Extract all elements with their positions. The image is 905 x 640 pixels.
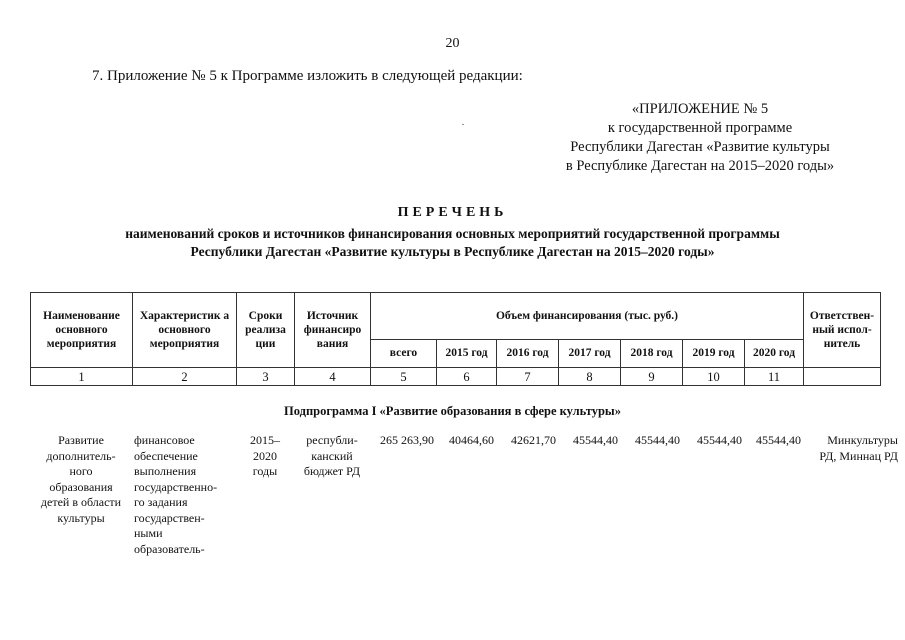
column-number: 8 <box>559 368 621 386</box>
scan-speck <box>462 124 464 125</box>
header-name: Наименование основного мероприятия <box>31 293 133 368</box>
header-2018: 2018 год <box>621 339 683 367</box>
column-number: 1 <box>31 368 133 386</box>
cell-2020: 45544,40 <box>756 433 801 447</box>
header-source: Источник финансиро вания <box>295 293 371 368</box>
table-row <box>30 433 900 557</box>
appendix-line-4: в Республике Дагестан на 2015–2020 годы» <box>565 158 835 174</box>
header-2017: 2017 год <box>559 339 621 367</box>
cell-description <box>132 433 236 557</box>
intro-paragraph: 7. Приложение № 5 к Программе изложить в следующей редакции: <box>92 68 523 84</box>
header-table <box>30 292 881 386</box>
appendix-line-1: «ПРИЛОЖЕНИЕ № 5 <box>631 101 769 117</box>
column-number: 10 <box>683 368 745 386</box>
document-heading: ПЕРЕЧЕНЬ <box>397 205 508 220</box>
header-2019: 2019 год <box>683 339 745 367</box>
text-line: Развитие <box>58 433 104 447</box>
header-2015: 2015 год <box>437 339 497 367</box>
text-line: Минкультуры <box>827 433 898 447</box>
document-subheading <box>40 225 865 261</box>
cell-total: 265 263,90 <box>380 433 434 447</box>
cell-2016: 42621,70 <box>511 433 556 447</box>
header-responsible: Ответствен-ный испол-нитель <box>804 293 881 368</box>
text-line: финансовое <box>134 433 195 447</box>
text-line: дополнитель- <box>46 448 116 463</box>
appendix-line-3: Республики Дагестан «Развитие культуры <box>570 139 830 155</box>
column-number: 7 <box>497 368 559 386</box>
header-period: Сроки реализа ции <box>237 293 295 368</box>
text-line: 2020 <box>253 448 277 463</box>
text-line: образователь- <box>134 541 205 556</box>
cell-responsible <box>803 433 900 557</box>
appendix-header <box>540 100 860 176</box>
subheading-line-1: наименований сроков и источников финансирования основных мероприятий государственной программы <box>125 226 780 241</box>
cell-2015: 40464,60 <box>449 433 494 447</box>
column-number: 6 <box>437 368 497 386</box>
cell-2019: 45544,40 <box>697 433 742 447</box>
text-line: государственно- <box>134 479 218 494</box>
text-line: бюджет РД <box>303 464 361 478</box>
column-number: 11 <box>745 368 804 386</box>
column-number: 2 <box>133 368 237 386</box>
column-number: 3 <box>237 368 295 386</box>
text-line: культуры <box>57 510 105 525</box>
text-line: выполнения <box>134 464 197 478</box>
header-total: всего <box>371 339 437 367</box>
header-funding-group: Объем финансирования (тыс. руб.) <box>371 293 804 340</box>
column-number: 4 <box>295 368 371 386</box>
header-2016: 2016 год <box>497 339 559 367</box>
text-line: го задания <box>134 495 188 509</box>
text-line: образования <box>49 479 113 494</box>
subprogram-title: Подпрограмма I «Развитие образования в сфере культуры» <box>284 404 621 418</box>
text-line: государствен- <box>134 510 205 525</box>
cell-2017: 45544,40 <box>573 433 618 447</box>
text-line: детей в области <box>40 495 122 509</box>
text-line: ными <box>134 526 163 540</box>
text-line: канский <box>311 448 353 463</box>
cell-period <box>236 433 294 557</box>
text-line: обеспечение <box>134 448 198 463</box>
cell-name <box>30 433 132 557</box>
page-number: 20 <box>445 36 460 51</box>
cell-2018: 45544,40 <box>635 433 680 447</box>
data-table <box>30 433 900 557</box>
text-line: ного <box>69 464 93 478</box>
header-2020: 2020 год <box>745 339 804 367</box>
column-number-empty <box>804 368 881 386</box>
subheading-line-2: Республики Дагестан «Развитие культуры в Республике Дагестан на 2015–2020 годы» <box>190 244 715 259</box>
text-line: годы <box>252 464 278 478</box>
column-number: 9 <box>621 368 683 386</box>
text-line: республи- <box>306 433 358 447</box>
cell-source <box>294 433 370 557</box>
header-description: Характеристик а основного мероприятия <box>133 293 237 368</box>
text-line: РД, Миннац РД <box>819 448 898 463</box>
text-line: 2015– <box>250 433 280 447</box>
appendix-line-2: к государственной программе <box>607 120 793 136</box>
column-number: 5 <box>371 368 437 386</box>
